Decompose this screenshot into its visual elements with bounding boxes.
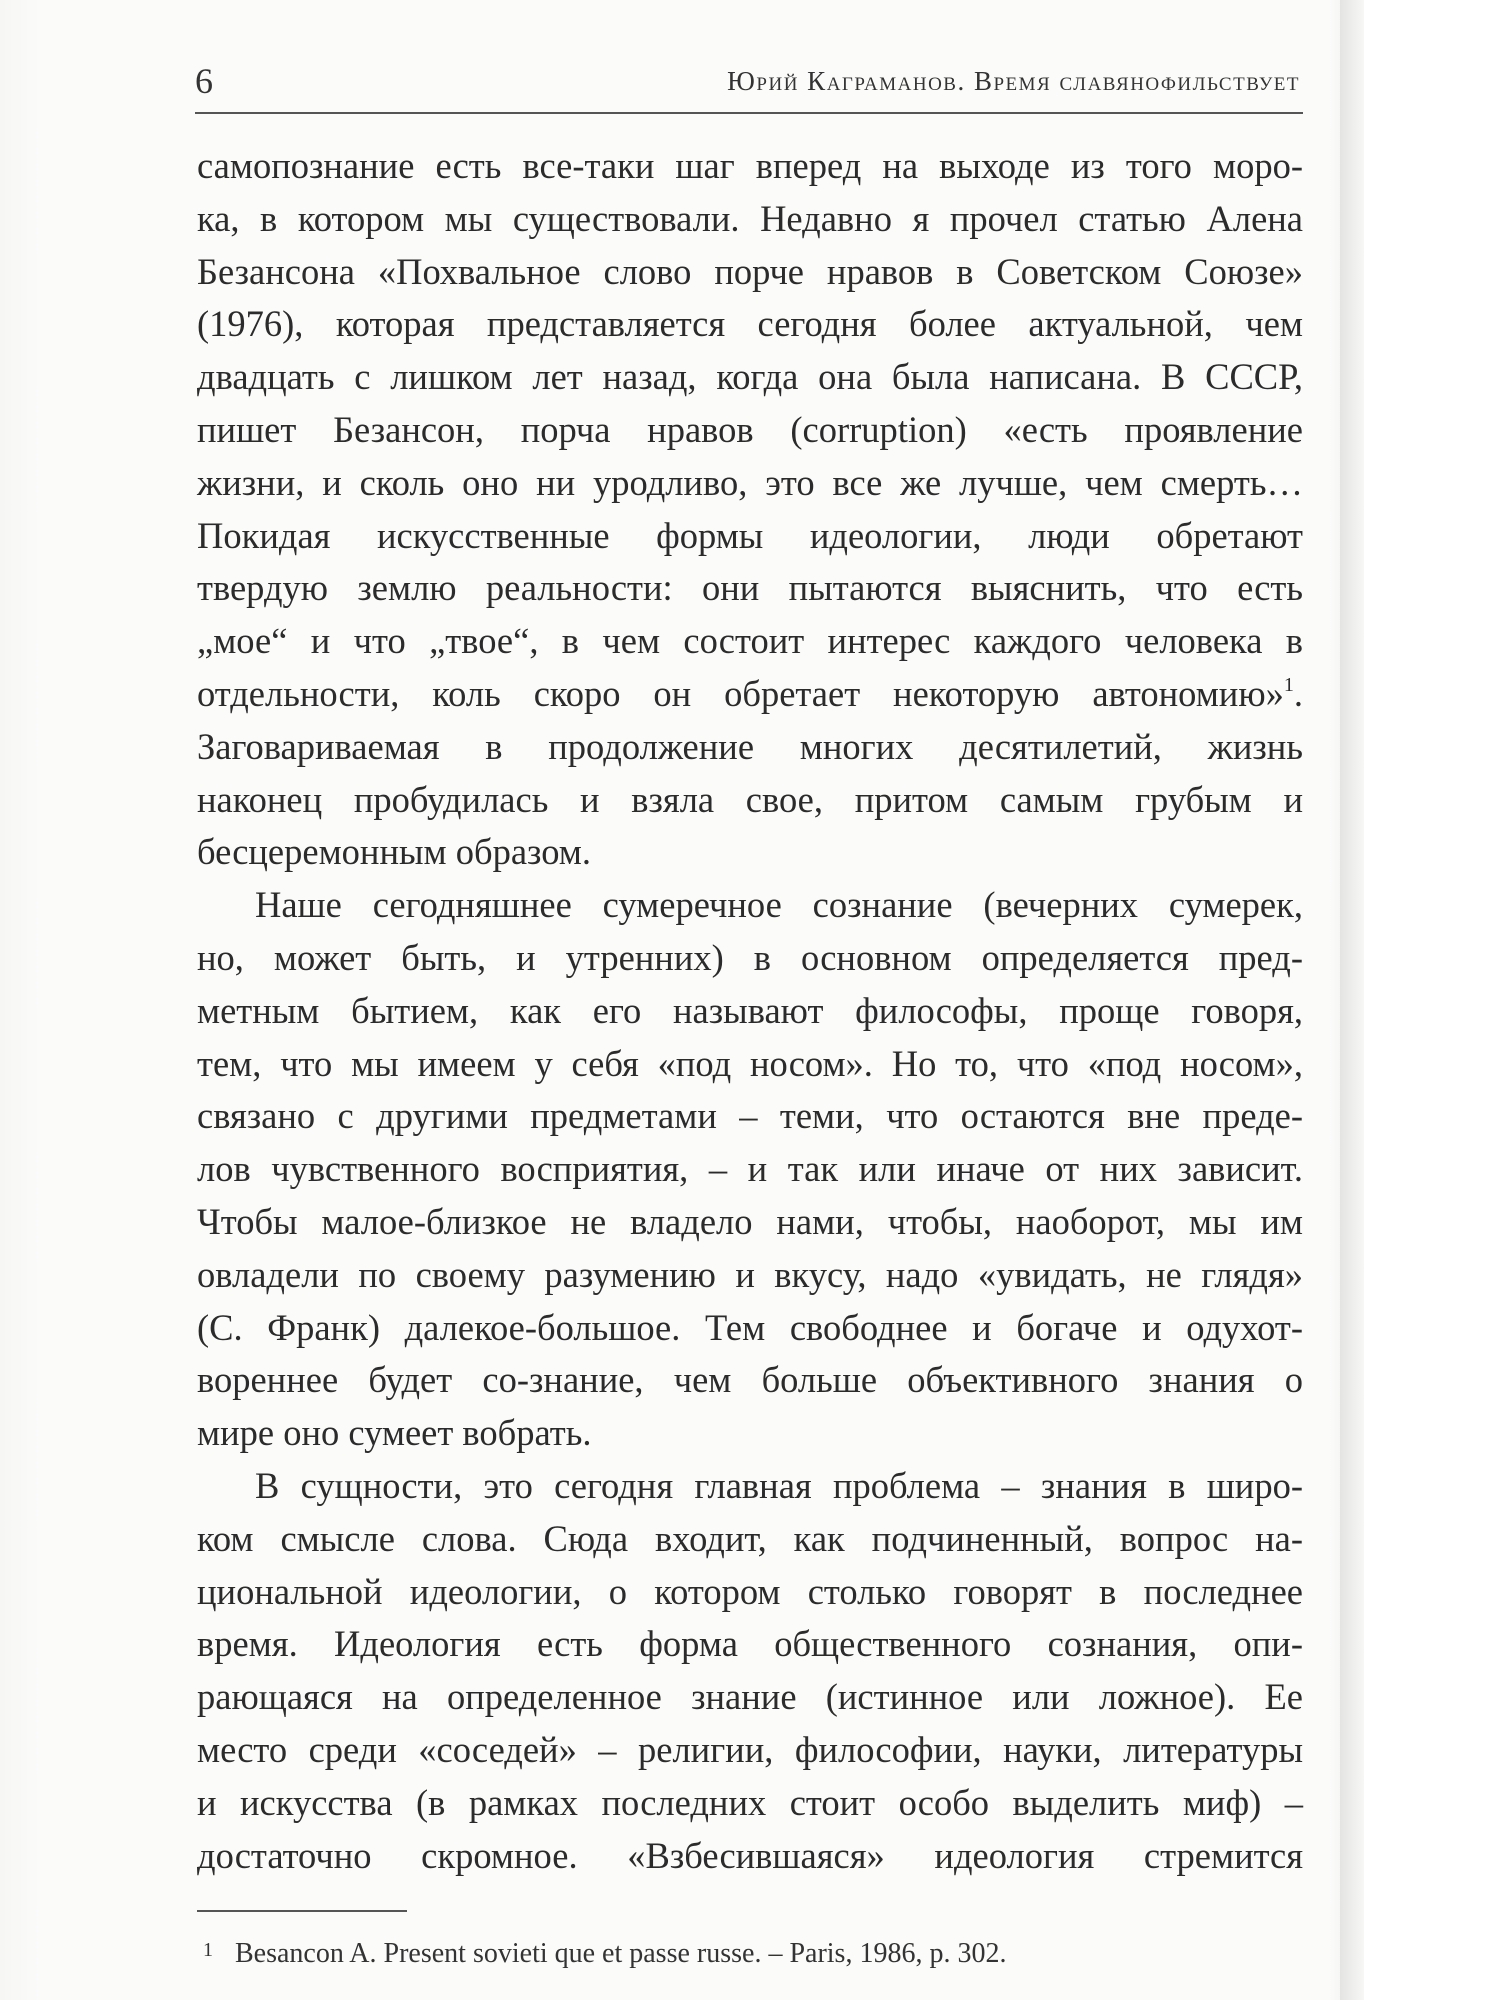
text-line: время. Идеология есть форма общественного сознания, опи- — [197, 1623, 1303, 1665]
text-line: твердую землю реальности: они пытаются выяснить, что есть — [197, 567, 1303, 609]
text-line: бесцеремонным образом. — [197, 831, 591, 873]
text-line: Покидая искусственные формы идеологии, люди обретают — [197, 514, 1303, 556]
page-fold-shadow — [1340, 0, 1364, 2000]
text-line: „мое“ и что „твое“, в чем состоит интерес каждого человека в — [197, 620, 1303, 662]
text-line: овладели по своему разумению и вкусу, надо «увидать, не глядя» — [197, 1253, 1303, 1295]
sentence-period: . — [1293, 672, 1303, 714]
text-line-with-footnote — [197, 668, 1303, 721]
text-line: но, может быть, и утренних) в основном определяется пред- — [197, 936, 1303, 978]
text-line: достаточно скромное. «Взбесившаяся» идеология стремится — [197, 1834, 1303, 1876]
header-rule — [195, 112, 1303, 114]
text-line: циональной идеологии, о котором столько говорят в последнее — [197, 1570, 1303, 1612]
text-line: и искусства (в рамках последних стоит особо выделить миф) – — [197, 1781, 1303, 1823]
text-line: мире оно сумеет вобрать. — [197, 1412, 592, 1454]
text-line: рающаяся на определенное знание (истинное или ложное). Ее — [197, 1676, 1303, 1718]
footnote — [203, 1938, 1006, 1970]
text-line: связано с другими предметами – теми, что остаются вне преде- — [197, 1095, 1303, 1137]
footnote-text: Besancon A. Present sovieti que et passe russe. – Paris, 1986, p. 302. — [235, 1938, 1007, 1969]
text-line: наконец пробудилась и взяла свое, притом самым грубым и — [197, 778, 1303, 820]
text-line: Чтобы малое-близкое не владело нами, чтобы, наоборот, мы им — [197, 1200, 1303, 1242]
text-line: метным бытием, как его называют философы, проще говоря, — [197, 989, 1303, 1031]
text-line: самопознание есть все-таки шаг вперед на выходе из того моро- — [197, 145, 1303, 186]
paragraph-start-line: В сущности, это сегодня главная проблема – знания в широ- — [255, 1464, 1303, 1506]
text-line: жизни, и сколь оно ни уродливо, это все же лучше, чем смерть… — [197, 461, 1303, 503]
text-line: Безансона «Похвальное слово порче нравов в Советском Союзе» — [197, 250, 1303, 292]
footnote-rule — [197, 1910, 407, 1912]
text-line-content: отдельности, коль скоро он обретает некоторую автономию» — [197, 672, 1284, 714]
text-line: ка, в котором мы существовали. Недавно я прочел статью Алена — [197, 197, 1303, 239]
page-number: 6 — [195, 61, 213, 101]
text-line: место среди «соседей» – религии, философии, науки, литературы — [197, 1728, 1303, 1770]
footnote-mark: 1 — [203, 1939, 213, 1961]
text-line: ком смысле слова. Сюда входит, как подчиненный, вопрос на- — [197, 1517, 1303, 1559]
text-line: (С. Франк) далекое-большое. Тем свободнее и богаче и одухот- — [197, 1306, 1303, 1348]
text-line: лов чувственного восприятия, – и так или иначе от них зависит. — [197, 1148, 1303, 1190]
body-text — [197, 140, 1303, 1882]
paragraph-start-line: Наше сегодняшнее сумеречное сознание (вечерних сумерек, — [255, 884, 1303, 926]
text-line: Заговариваемая в продолжение многих десятилетий, жизнь — [197, 725, 1303, 767]
text-line: пишет Безансон, порча нравов (corruption) «есть проявление — [197, 408, 1303, 450]
text-line: (1976), которая представляется сегодня более актуальной, чем — [197, 303, 1303, 345]
text-line: двадцать с лишком лет назад, когда она была написана. В СССР, — [197, 356, 1303, 398]
page-header — [195, 54, 1300, 104]
footnote-reference[interactable]: 1 — [1283, 673, 1294, 696]
text-line: тем, что мы имеем у себя «под носом». Но то, что «под носом», — [197, 1042, 1303, 1084]
running-head: Юрий Каграманов. Время славянофильствует — [727, 66, 1300, 96]
text-line: вореннее будет со-знание, чем больше объективного знания о — [197, 1359, 1303, 1401]
